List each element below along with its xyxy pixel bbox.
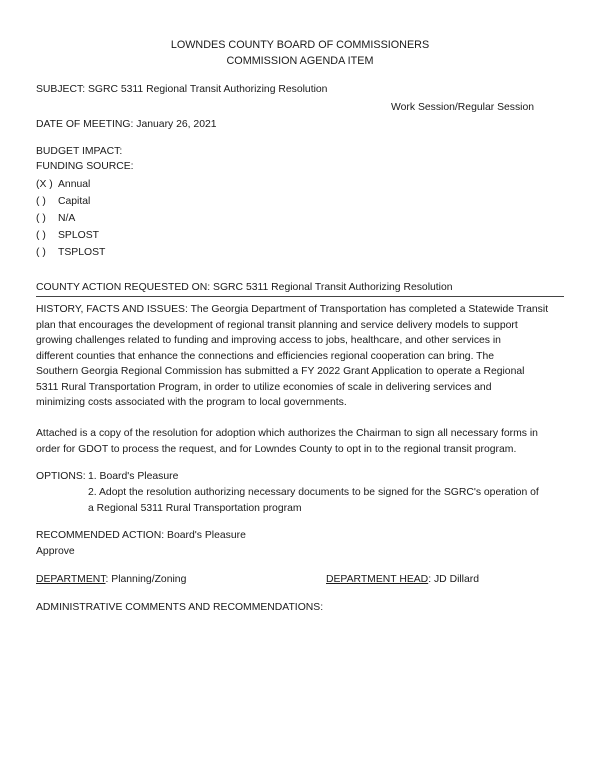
option-label: SPLOST	[58, 230, 99, 241]
department-head	[326, 573, 479, 586]
option-2: 2. Adopt the resolution authorizing necessary documents to be signed for the SGRC's operation of	[88, 487, 539, 498]
option-label: N/A	[58, 213, 76, 224]
option-label: Capital	[58, 196, 91, 207]
subject: SUBJECT: SGRC 5311 Regional Transit Authorizing Resolution	[36, 84, 328, 95]
header-title: LOWNDES COUNTY BOARD OF COMMISSIONERS	[170, 39, 430, 51]
checkbox-mark: (X )	[36, 179, 53, 190]
department	[36, 573, 186, 586]
funding-source: FUNDING SOURCE:	[36, 161, 134, 172]
header-subtitle: COMMISSION AGENDA ITEM	[226, 55, 374, 67]
funding-option-annual	[36, 178, 90, 191]
history-line: minimizing costs associated with the program to local governments.	[36, 397, 347, 408]
budget-impact: BUDGET IMPACT:	[36, 146, 123, 157]
option-1: 1. Board's Pleasure	[88, 471, 179, 482]
county-action-requested: COUNTY ACTION REQUESTED ON: SGRC 5311 Regional Transit Authorizing Resolution	[36, 282, 453, 293]
history-line: different counties that enhance the connections and efficiencies regional cooperation can bring. The	[36, 350, 495, 362]
attached-line: order for GDOT to process the request, and for Lowndes County to opt in to the regional transit program.	[36, 444, 517, 455]
options-label: OPTIONS:	[36, 471, 86, 482]
option-label: TSPLOST	[58, 247, 106, 258]
history-line: HISTORY, FACTS AND ISSUES: The Georgia Department of Transportation has completed a Statewide Transit	[36, 304, 549, 315]
department-value: : Planning/Zoning	[105, 574, 187, 585]
option-label: Annual	[58, 179, 91, 190]
attached-line: Attached is a copy of the resolution for adoption which authorizes the Chairman to sign all necessary forms in	[36, 428, 538, 439]
option-2-continued: a Regional 5311 Rural Transportation program	[88, 503, 302, 514]
history-line: Southern Georgia Regional Commission has submitted a FY 2022 Grant Application to operate a Regional	[36, 366, 525, 377]
divider	[36, 296, 564, 297]
approve: Approve	[36, 546, 75, 557]
date-of-meeting: DATE OF MEETING: January 26, 2021	[36, 119, 217, 130]
session-type: Work Session/Regular Session	[391, 102, 535, 113]
department-head-value: : JD Dillard	[428, 574, 480, 585]
recommended-action: RECOMMENDED ACTION: Board's Pleasure	[36, 530, 246, 541]
department-label: DEPARTMENT	[36, 574, 106, 585]
funding-option-splost	[36, 229, 99, 242]
administrative-comments: ADMINISTRATIVE COMMENTS AND RECOMMENDATIONS:	[36, 602, 324, 613]
history-line: plan that encourages the development of regional transit planning and service delivery models to support	[36, 319, 518, 331]
checkbox-mark: ( )	[36, 230, 46, 241]
funding-option-tsplost	[36, 246, 105, 259]
checkbox-mark: ( )	[36, 213, 46, 224]
checkbox-mark: ( )	[36, 247, 46, 258]
funding-option-na	[36, 212, 75, 225]
checkbox-mark: ( )	[36, 196, 46, 207]
history-line: growing challenges related to funding and improving access to jobs, healthcare, and other services in	[36, 335, 501, 346]
funding-option-capital	[36, 195, 90, 208]
history-line: 5311 Rural Transportation Program, in order to utilize economies of scale in delivering services and	[36, 381, 492, 393]
department-head-label: DEPARTMENT HEAD	[326, 574, 429, 585]
